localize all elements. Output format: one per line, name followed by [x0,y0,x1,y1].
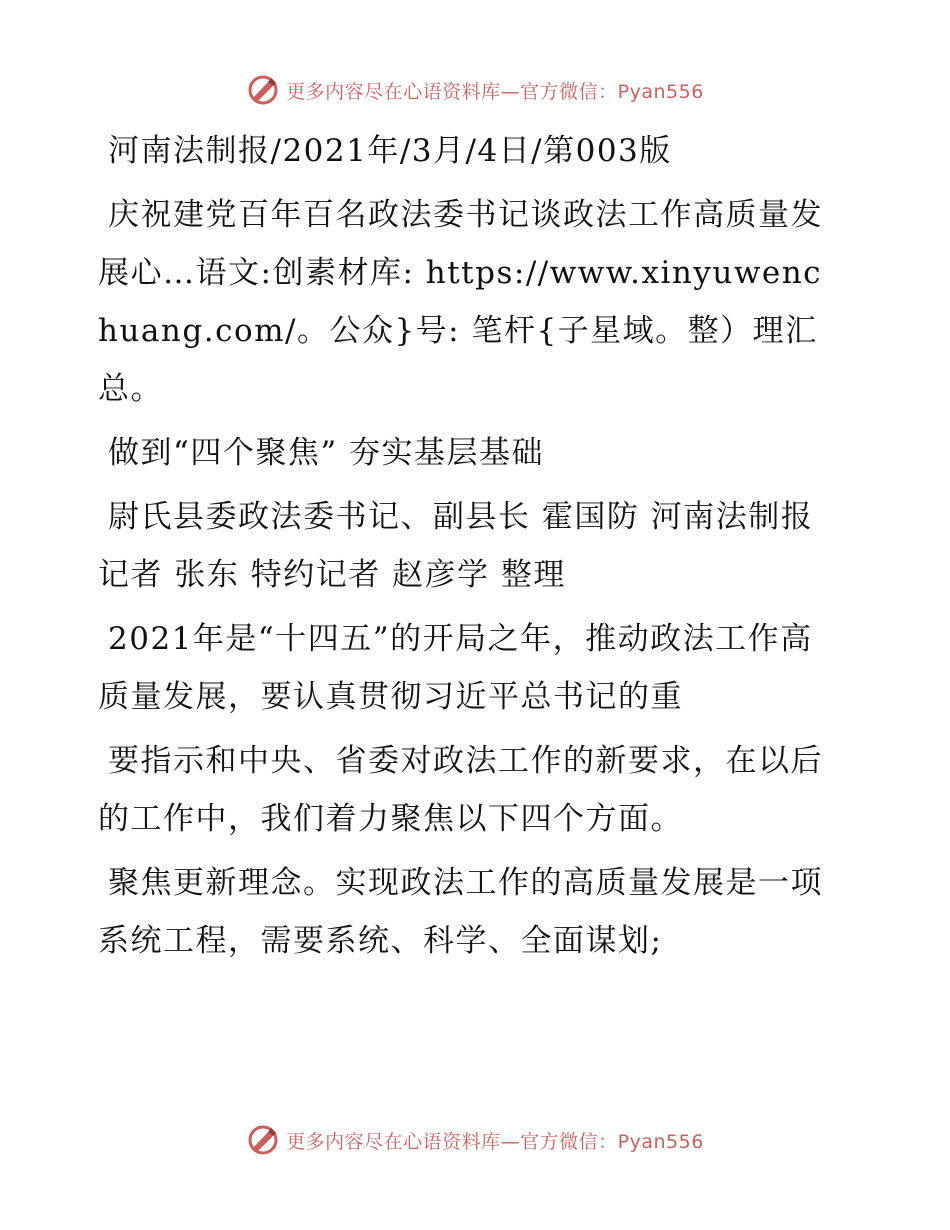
footer-watermark-text: 更多内容尽在心语资料库—官方微信：Pyan556 [286,1130,704,1153]
header-watermark-banner [0,70,950,110]
pen-circle-logo-icon [246,1123,280,1157]
pen-circle-logo-icon [246,73,280,107]
body-paragraph-2: 要指示和中央、省委对政法工作的新要求，在以后的工作中，我们着力聚焦以下四个方面。 [98,743,823,837]
article-body [98,122,838,976]
body-paragraph-3: 聚焦更新理念。实现政法工作的高质量发展是一项系统工程，需要系统、科学、全面谋划; [98,865,823,959]
header-watermark-text: 更多内容尽在心语资料库—官方微信：Pyan556 [286,80,704,103]
article-intro-paragraph: 庆祝建党百年百名政法委书记谈政法工作高质量发展心…语文:创素材库: https://www.xinyuwenchuang.com/。公众}号: 笔杆{子星域。整）理汇总。 [98,197,823,407]
article-headline: 做到“四个聚焦” 夯实基层基础 [108,435,545,471]
footer-watermark-banner [0,1120,950,1160]
body-paragraph-1: 2021年是“十四五”的开局之年，推动政法工作高质量发展，要认真贯彻习近平总书记的重 [98,621,813,715]
article-byline: 尉氏县委政法委书记、副县长 霍国防 河南法制报记者 张东 特约记者 赵彦学 整理 [98,499,814,593]
newspaper-source-line: 河南法制报/2021年/3月/4日/第003版 [108,133,672,169]
